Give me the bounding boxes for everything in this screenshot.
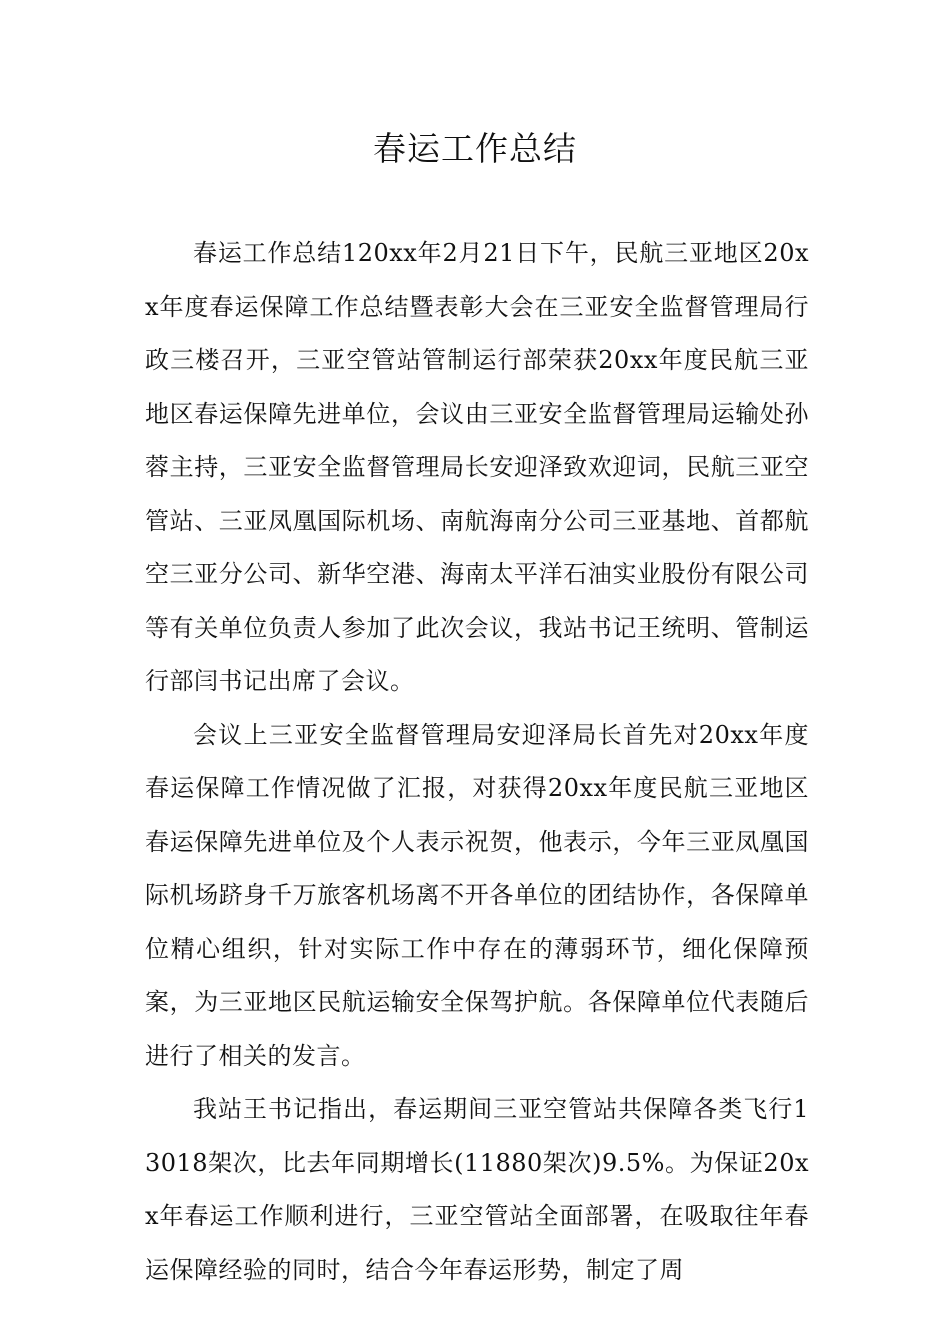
document-body [145, 227, 809, 1297]
document-title: 春运工作总结 [373, 129, 577, 168]
paragraph-3: 我站王书记指出，春运期间三亚空管站共保障各类飞行13018架次，比去年同期增长(11880架次)9.5%。为保证20xx年春运工作顺利进行，三亚空管站全面部署，在吸取往年春运保障经验的同时，结合今年春运形势，制定了周 [145, 1095, 809, 1284]
paragraph-1: 春运工作总结120xx年2月21日下午，民航三亚地区20xx年度春运保障工作总结暨表彰大会在三亚安全监督管理局行政三楼召开，三亚空管站管制运行部荣获20xx年度民航三亚地区春运保障先进单位，会议由三亚安全监督管理局运输处孙蓉主持，三亚安全监督管理局长安迎泽致欢迎词，民航三亚空管站、三亚凤凰国际机场、南航海南分公司三亚基地、首都航空三亚分公司、新华空港、海南太平洋石油实业股份有限公司等有关单位负责人参加了此次会议，我站书记王统明、管制运行部闫书记出席了会议。 [145, 239, 809, 695]
paragraph-2: 会议上三亚安全监督管理局安迎泽局长首先对20xx年度春运保障工作情况做了汇报，对获得20xx年度民航三亚地区春运保障先进单位及个人表示祝贺，他表示，今年三亚凤凰国际机场跻身千万旅客机场离不开各单位的团结协作，各保障单位精心组织，针对实际工作中存在的薄弱环节，细化保障预案，为三亚地区民航运输安全保驾护航。各保障单位代表随后进行了相关的发言。 [145, 720, 809, 1070]
